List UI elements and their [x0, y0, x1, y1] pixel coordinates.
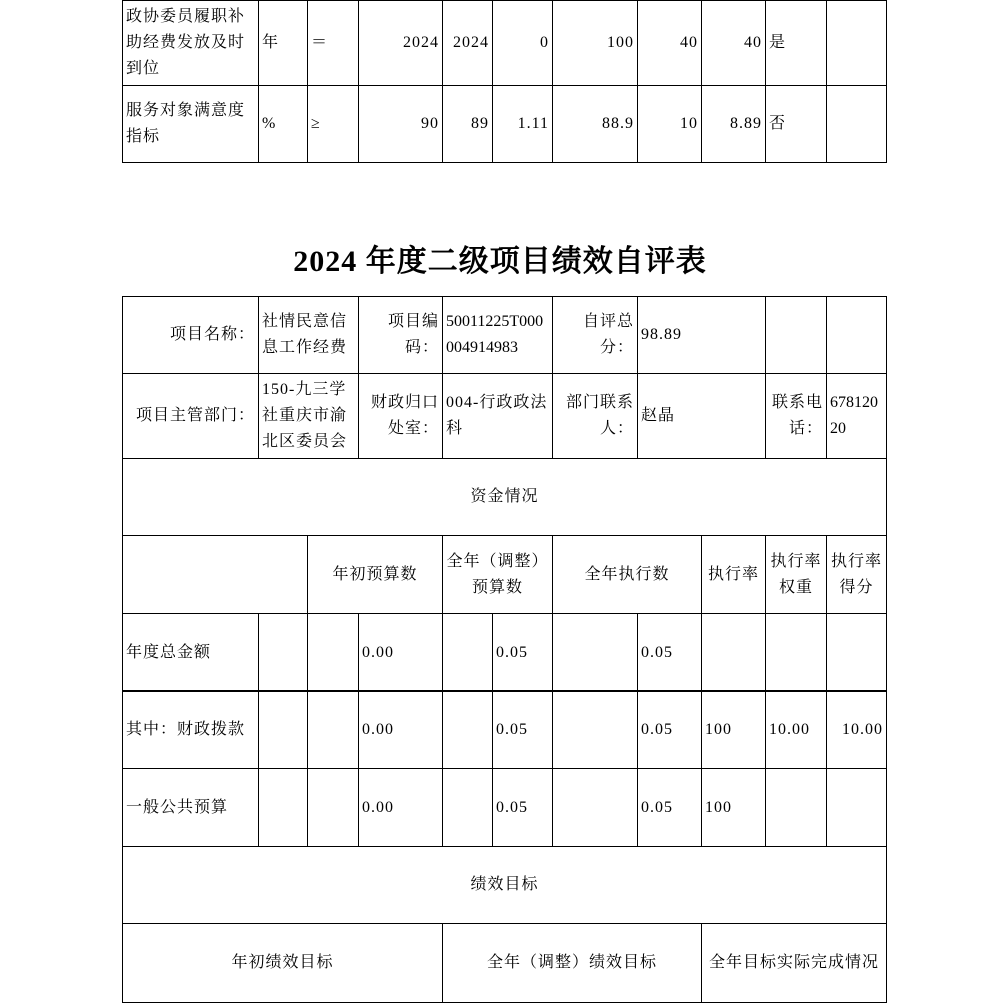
col-header: 全年（调整）预算数 — [442, 535, 553, 614]
empty-cell — [258, 768, 308, 847]
contact-value: 赵晶 — [637, 373, 766, 459]
fund-label: 一般公共预算 — [122, 768, 259, 847]
fund-adjusted: 0.05 — [492, 690, 553, 769]
goal-header: 年初绩效目标 — [122, 923, 443, 1003]
fund-initial: 0.00 — [358, 768, 443, 847]
indicator-value: 2024 — [442, 0, 493, 86]
fund-score — [826, 613, 887, 692]
indicator-op: ＝ — [307, 0, 359, 86]
dept-value: 150-九三学社重庆市渝北区委员会 — [258, 373, 359, 459]
indicator-name: 服务对象满意度指标 — [122, 85, 259, 163]
indicator-value: 40 — [701, 0, 766, 86]
empty-cell — [442, 690, 493, 769]
fund-weight — [765, 613, 827, 692]
funds-section-header: 资金情况 — [122, 458, 887, 536]
fund-rate: 100 — [701, 768, 766, 847]
project-name-label: 项目名称： — [122, 296, 259, 374]
empty-cell — [442, 768, 493, 847]
score-label: 自评总分： — [552, 296, 638, 374]
fund-executed: 0.05 — [637, 613, 702, 692]
fund-score: 10.00 — [826, 690, 887, 769]
empty-cell — [307, 690, 359, 769]
phone-label: 联系电话： — [765, 373, 827, 459]
indicator-value: 100 — [552, 0, 638, 86]
page-title: 2024 年度二级项目绩效自评表 — [293, 245, 707, 278]
col-header: 执行率得分 — [826, 535, 887, 614]
empty-cell — [552, 768, 638, 847]
goal-header: 全年（调整）绩效目标 — [442, 923, 702, 1003]
fund-initial: 0.00 — [358, 690, 443, 769]
indicator-unit: % — [258, 85, 308, 163]
project-name-value: 社情民意信息工作经费 — [258, 296, 359, 374]
fund-weight — [765, 768, 827, 847]
empty-cell — [307, 613, 359, 692]
fund-weight: 10.00 — [765, 690, 827, 769]
indicator-flag: 否 — [765, 85, 827, 163]
indicator-value: 8.89 — [701, 85, 766, 163]
goals-section-header: 绩效目标 — [122, 846, 887, 924]
col-header: 全年执行数 — [552, 535, 702, 614]
indicator-flag: 是 — [765, 0, 827, 86]
empty-cell — [765, 296, 827, 374]
col-header: 年初预算数 — [307, 535, 443, 614]
indicator-value: 89 — [442, 85, 493, 163]
contact-label: 部门联系人： — [552, 373, 638, 459]
fund-adjusted: 0.05 — [492, 613, 553, 692]
indicator-value: 88.9 — [552, 85, 638, 163]
score-value: 98.89 — [637, 296, 766, 374]
empty-cell — [826, 296, 887, 374]
indicator-note — [826, 85, 887, 163]
empty-cell — [258, 690, 308, 769]
fund-label: 其中：财政拨款 — [122, 690, 259, 769]
fund-executed: 0.05 — [637, 690, 702, 769]
empty-cell — [552, 613, 638, 692]
fund-score — [826, 768, 887, 847]
dept-label: 项目主管部门： — [122, 373, 259, 459]
indicator-value: 0 — [492, 0, 553, 86]
indicator-unit: 年 — [258, 0, 308, 86]
office-label: 财政归口处室： — [358, 373, 443, 459]
empty-cell — [258, 613, 308, 692]
col-header: 执行率权重 — [765, 535, 827, 614]
indicator-value: 90 — [358, 85, 443, 163]
col-header: 执行率 — [701, 535, 766, 614]
fund-rate: 100 — [701, 690, 766, 769]
fund-adjusted: 0.05 — [492, 768, 553, 847]
fund-rate — [701, 613, 766, 692]
indicator-note — [826, 0, 887, 86]
empty-cell — [552, 690, 638, 769]
project-code-value: 50011225T000004914983 — [442, 296, 553, 374]
indicator-value: 2024 — [358, 0, 443, 86]
indicator-value: 10 — [637, 85, 702, 163]
indicator-op: ≥ — [307, 85, 359, 163]
empty-cell — [307, 768, 359, 847]
fund-executed: 0.05 — [637, 768, 702, 847]
empty-cell — [442, 613, 493, 692]
phone-value: 67812020 — [826, 373, 887, 459]
empty-cell — [122, 535, 308, 614]
goal-header: 全年目标实际完成情况 — [701, 923, 887, 1003]
office-value: 004-行政政法科 — [442, 373, 553, 459]
fund-initial: 0.00 — [358, 613, 443, 692]
indicator-value: 40 — [637, 0, 702, 86]
indicator-name: 政协委员履职补助经费发放及时到位 — [122, 0, 259, 86]
indicator-value: 1.11 — [492, 85, 553, 163]
project-code-label: 项目编码： — [358, 296, 443, 374]
fund-label: 年度总金额 — [122, 613, 259, 692]
